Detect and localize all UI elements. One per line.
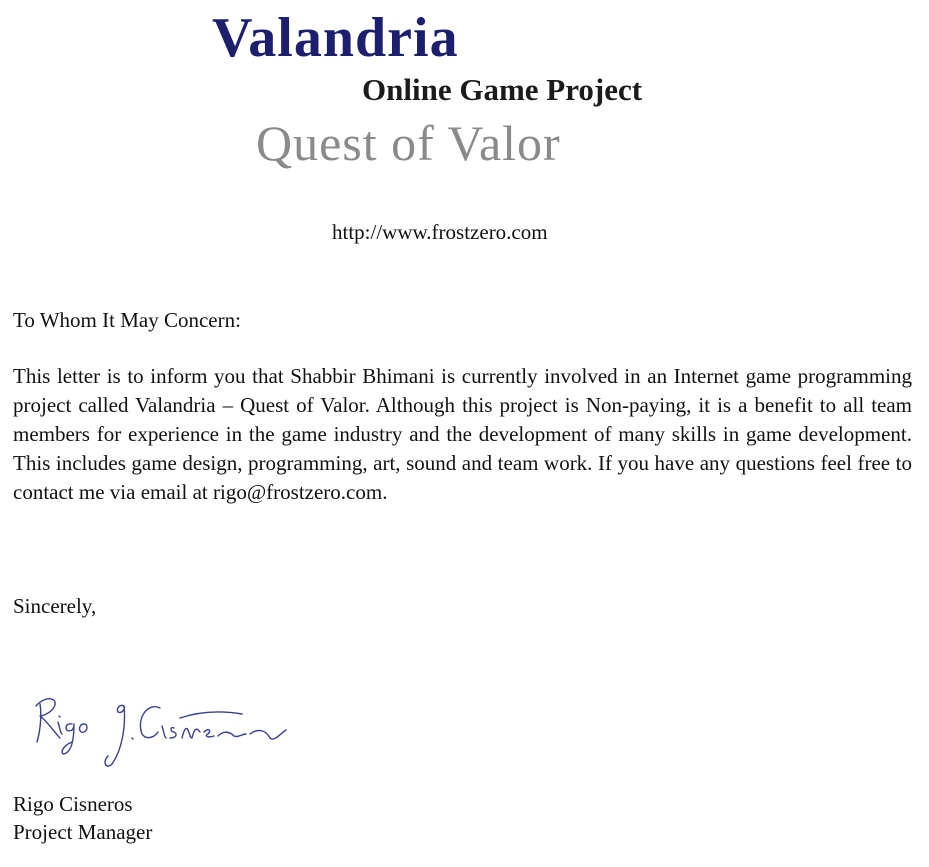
letterhead-subtitle: Online Game Project (362, 72, 643, 107)
letterhead-title: Valandria (212, 7, 459, 69)
signer-title: Project Manager (13, 820, 153, 844)
closing: Sincerely, (13, 594, 97, 618)
letterhead-tagline: Quest of Valor (256, 115, 561, 171)
letter-body: This letter is to inform you that Shabbir Bhimani is currently involved in an Internet game programming project called Valandria – Quest of Valor. Although this project is Non-paying, it is a benefit to all team members for experience in the game industry and the development of many skills in game development. This includes game design, programming, art, sound and team work. If you have any questions feel free to contact me via email at rigo@frostzero.com. (13, 364, 912, 504)
website-url: http://www.frostzero.com (332, 220, 548, 244)
handwritten-signature (28, 682, 298, 782)
signer-name: Rigo Cisneros (13, 792, 133, 816)
salutation: To Whom It May Concern: (13, 308, 241, 332)
